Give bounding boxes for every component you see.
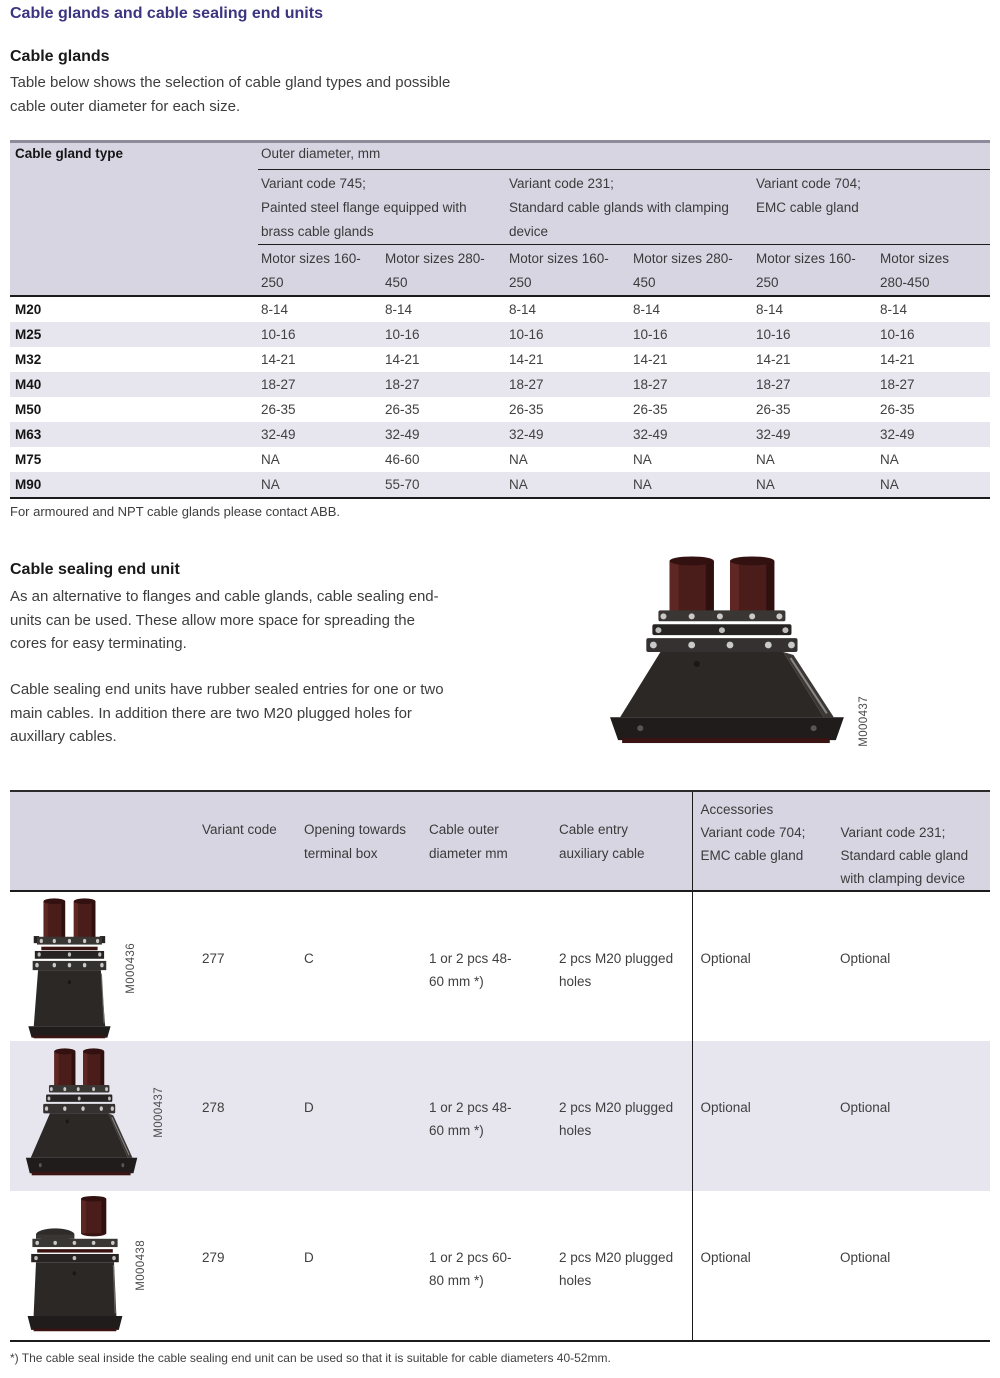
value-cell: 32-49 — [880, 427, 915, 442]
value-cell: 18-27 — [385, 377, 420, 392]
outer-diameter-cell: 1 or 2 pcs 48-60 mm *) — [429, 951, 512, 989]
value-cell: 10-16 — [633, 327, 668, 342]
gland-type-cell: M50 — [15, 402, 42, 417]
value-cell: NA — [261, 477, 280, 492]
table-row — [10, 891, 990, 1041]
value-cell: NA — [880, 477, 899, 492]
value-cell: 18-27 — [509, 377, 544, 392]
value-cell: 10-16 — [385, 327, 420, 342]
value-cell: 32-49 — [756, 427, 791, 442]
aux-entry-cell: 2 pcs M20 plugged holes — [559, 1100, 674, 1138]
variant-code-cell: 277 — [202, 951, 225, 966]
outer-diameter-cell: 1 or 2 pcs 48-60 mm *) — [429, 1100, 512, 1138]
standard-gland-cell: Optional — [840, 1250, 891, 1265]
motor-sizes-160-250-header: Motor sizes 160-250 — [258, 245, 382, 297]
value-cell: 8-14 — [633, 302, 661, 317]
sealing-paragraph-2: Cable sealing end units have rubber sealed entries for one or two main cables. In addition there are two M20 plugged holes for auxillary cables. — [10, 681, 444, 745]
gland-type-cell: M32 — [15, 352, 42, 367]
table-header-row — [10, 142, 990, 170]
variant-code: Variant code 704; — [700, 825, 806, 840]
variant-code: Variant code 704; — [756, 176, 861, 191]
motor-sizes-280-450-header: Motor sizes 280-450 — [630, 245, 753, 297]
col-header-opening: Opening towards terminal box — [302, 791, 427, 891]
gland-type-cell: M40 — [15, 377, 42, 392]
cable-glands-intro: Table below shows the selection of cable gland types and possible cable outer diameter for each size. — [10, 74, 451, 115]
value-cell: 14-21 — [385, 352, 420, 367]
product-image-cell — [10, 1041, 200, 1191]
value-cell: 18-27 — [261, 377, 296, 392]
gland-type-cell: M63 — [15, 427, 42, 442]
value-cell: 26-35 — [509, 402, 544, 417]
value-cell: 8-14 — [880, 302, 908, 317]
table-row — [10, 1191, 990, 1341]
armoured-npt-note: For armoured and NPT cable glands please contact ABB. — [10, 504, 341, 519]
variant-desc: EMC cable gland — [700, 848, 804, 863]
table-row — [10, 372, 990, 397]
table-row — [10, 472, 990, 498]
aux-entry-cell: 2 pcs M20 plugged holes — [559, 1250, 674, 1288]
value-cell: 32-49 — [385, 427, 420, 442]
value-cell: NA — [756, 452, 775, 467]
value-cell: 18-27 — [756, 377, 791, 392]
table-row — [10, 322, 990, 347]
motor-sizes-160-250-header: Motor sizes 160-250 — [506, 245, 630, 297]
standard-gland-cell: Optional — [840, 951, 891, 966]
sealing-end-unit-single-entry-image — [24, 1196, 126, 1334]
opening-cell: C — [304, 951, 314, 966]
value-cell: 10-16 — [509, 327, 544, 342]
value-cell: 14-21 — [880, 352, 915, 367]
col-header-variant-code: Variant code — [200, 791, 302, 891]
image-column-header — [10, 791, 200, 891]
value-cell: 26-35 — [385, 402, 420, 417]
row-image-label: M000436 — [125, 942, 137, 994]
sealing-end-unit-table — [10, 790, 990, 1342]
col-header-aux-entry: Cable entry auxiliary cable — [557, 791, 692, 891]
cable-glands-heading: Cable glands — [10, 48, 110, 65]
gland-type-cell: M90 — [15, 477, 42, 492]
value-cell: NA — [633, 477, 652, 492]
table-row — [10, 1041, 990, 1191]
variant-code: Variant code 231; — [509, 176, 614, 191]
value-cell: 18-27 — [633, 377, 668, 392]
sealing-end-unit-heading: Cable sealing end unit — [10, 561, 180, 578]
emc-gland-cell: Optional — [692, 1191, 832, 1341]
variant-704-header — [753, 170, 990, 245]
sealing-end-unit-hero-figure — [606, 553, 873, 747]
value-cell: 14-21 — [261, 352, 296, 367]
col-header-outer-diameter: Cable outer diameter mm — [427, 791, 557, 891]
accessories-group-header — [692, 791, 990, 891]
table-header-row — [10, 791, 990, 891]
accessory-standard-header — [841, 821, 977, 890]
value-cell: 46-60 — [385, 452, 420, 467]
value-cell: 14-21 — [509, 352, 544, 367]
variant-desc: EMC cable gland — [756, 200, 859, 215]
opening-cell: D — [304, 1100, 314, 1115]
accessories-title: Accessories — [700, 802, 774, 817]
value-cell: NA — [756, 477, 775, 492]
gland-type-cell: M20 — [15, 302, 42, 317]
variant-231-header — [506, 170, 753, 245]
motor-sizes-280-450-header: Motor sizes 280-450 — [382, 245, 506, 297]
value-cell: 32-49 — [509, 427, 544, 442]
value-cell: NA — [509, 477, 528, 492]
value-cell: 14-21 — [633, 352, 668, 367]
product-image-cell — [10, 891, 200, 1041]
gland-type-cell: M25 — [15, 327, 42, 342]
value-cell: 10-16 — [261, 327, 296, 342]
value-cell: NA — [509, 452, 528, 467]
cable-gland-table — [10, 140, 990, 499]
table-row — [10, 347, 990, 372]
value-cell: 26-35 — [261, 402, 296, 417]
page-title: Cable glands and cable sealing end units — [10, 5, 323, 22]
sealing-paragraph-1: As an alternative to flanges and cable glands, cable sealing end-units can be used. These allow more space for spreading the cores for easy terminating. — [10, 588, 439, 652]
variant-745-header — [258, 170, 506, 245]
variant-desc: Standard cable gland with clamping device — [840, 848, 969, 886]
value-cell: 8-14 — [509, 302, 537, 317]
col-group-outer-diameter: Outer diameter, mm — [258, 142, 990, 170]
sealing-table-wrapper — [10, 790, 990, 1342]
variant-desc: Painted steel flange equipped with brass cable glands — [261, 200, 467, 239]
cable-seal-footnote: *) The cable seal inside the cable sealing end unit can be used so that it is suitable for cable diameters 40-52mm. — [10, 1351, 611, 1365]
variant-code-cell: 278 — [202, 1100, 225, 1115]
value-cell: 18-27 — [880, 377, 915, 392]
standard-gland-cell: Optional — [840, 1100, 891, 1115]
value-cell: 26-35 — [880, 402, 915, 417]
col-header-cable-gland-type: Cable gland type — [10, 142, 258, 297]
value-cell: 14-21 — [756, 352, 791, 367]
value-cell: 8-14 — [756, 302, 784, 317]
sealing-end-unit-type-d-image — [24, 1046, 144, 1178]
row-image-label: M000438 — [135, 1239, 147, 1291]
emc-gland-cell: Optional — [692, 1041, 832, 1191]
motor-sizes-280-450-header: Motor sizes 280-450 — [877, 245, 990, 297]
value-cell: NA — [880, 452, 899, 467]
value-cell: NA — [261, 452, 280, 467]
table-row — [10, 422, 990, 447]
emc-gland-cell: Optional — [692, 891, 832, 1041]
outer-diameter-cell: 1 or 2 pcs 60-80 mm *) — [429, 1250, 512, 1288]
value-cell: 10-16 — [756, 327, 791, 342]
value-cell: 10-16 — [880, 327, 915, 342]
table-row — [10, 447, 990, 472]
motor-sizes-160-250-header: Motor sizes 160-250 — [753, 245, 877, 297]
table-row — [10, 296, 990, 322]
value-cell: 8-14 — [261, 302, 289, 317]
value-cell: 32-49 — [633, 427, 668, 442]
gland-type-cell: M75 — [15, 452, 42, 467]
value-cell: 32-49 — [261, 427, 296, 442]
value-cell: 8-14 — [385, 302, 413, 317]
row-image-label: M000437 — [153, 1086, 165, 1138]
product-image-cell — [10, 1191, 200, 1341]
aux-entry-cell: 2 pcs M20 plugged holes — [559, 951, 674, 989]
opening-cell: D — [304, 1250, 314, 1265]
variant-code: Variant code 745; — [261, 176, 366, 191]
cable-gland-table-wrapper — [10, 140, 990, 499]
value-cell: 55-70 — [385, 477, 420, 492]
variant-desc: Standard cable glands with clamping device — [509, 200, 729, 239]
value-cell: 26-35 — [756, 402, 791, 417]
variant-code-cell: 279 — [202, 1250, 225, 1265]
table-row — [10, 397, 990, 422]
sealing-end-unit-image — [606, 553, 858, 747]
value-cell: 26-35 — [633, 402, 668, 417]
variant-code: Variant code 231; — [840, 825, 946, 840]
value-cell: NA — [633, 452, 652, 467]
accessory-emc-header — [701, 821, 841, 890]
hero-image-label: M000437 — [858, 696, 870, 747]
sealing-end-unit-type-c-image — [24, 897, 116, 1039]
